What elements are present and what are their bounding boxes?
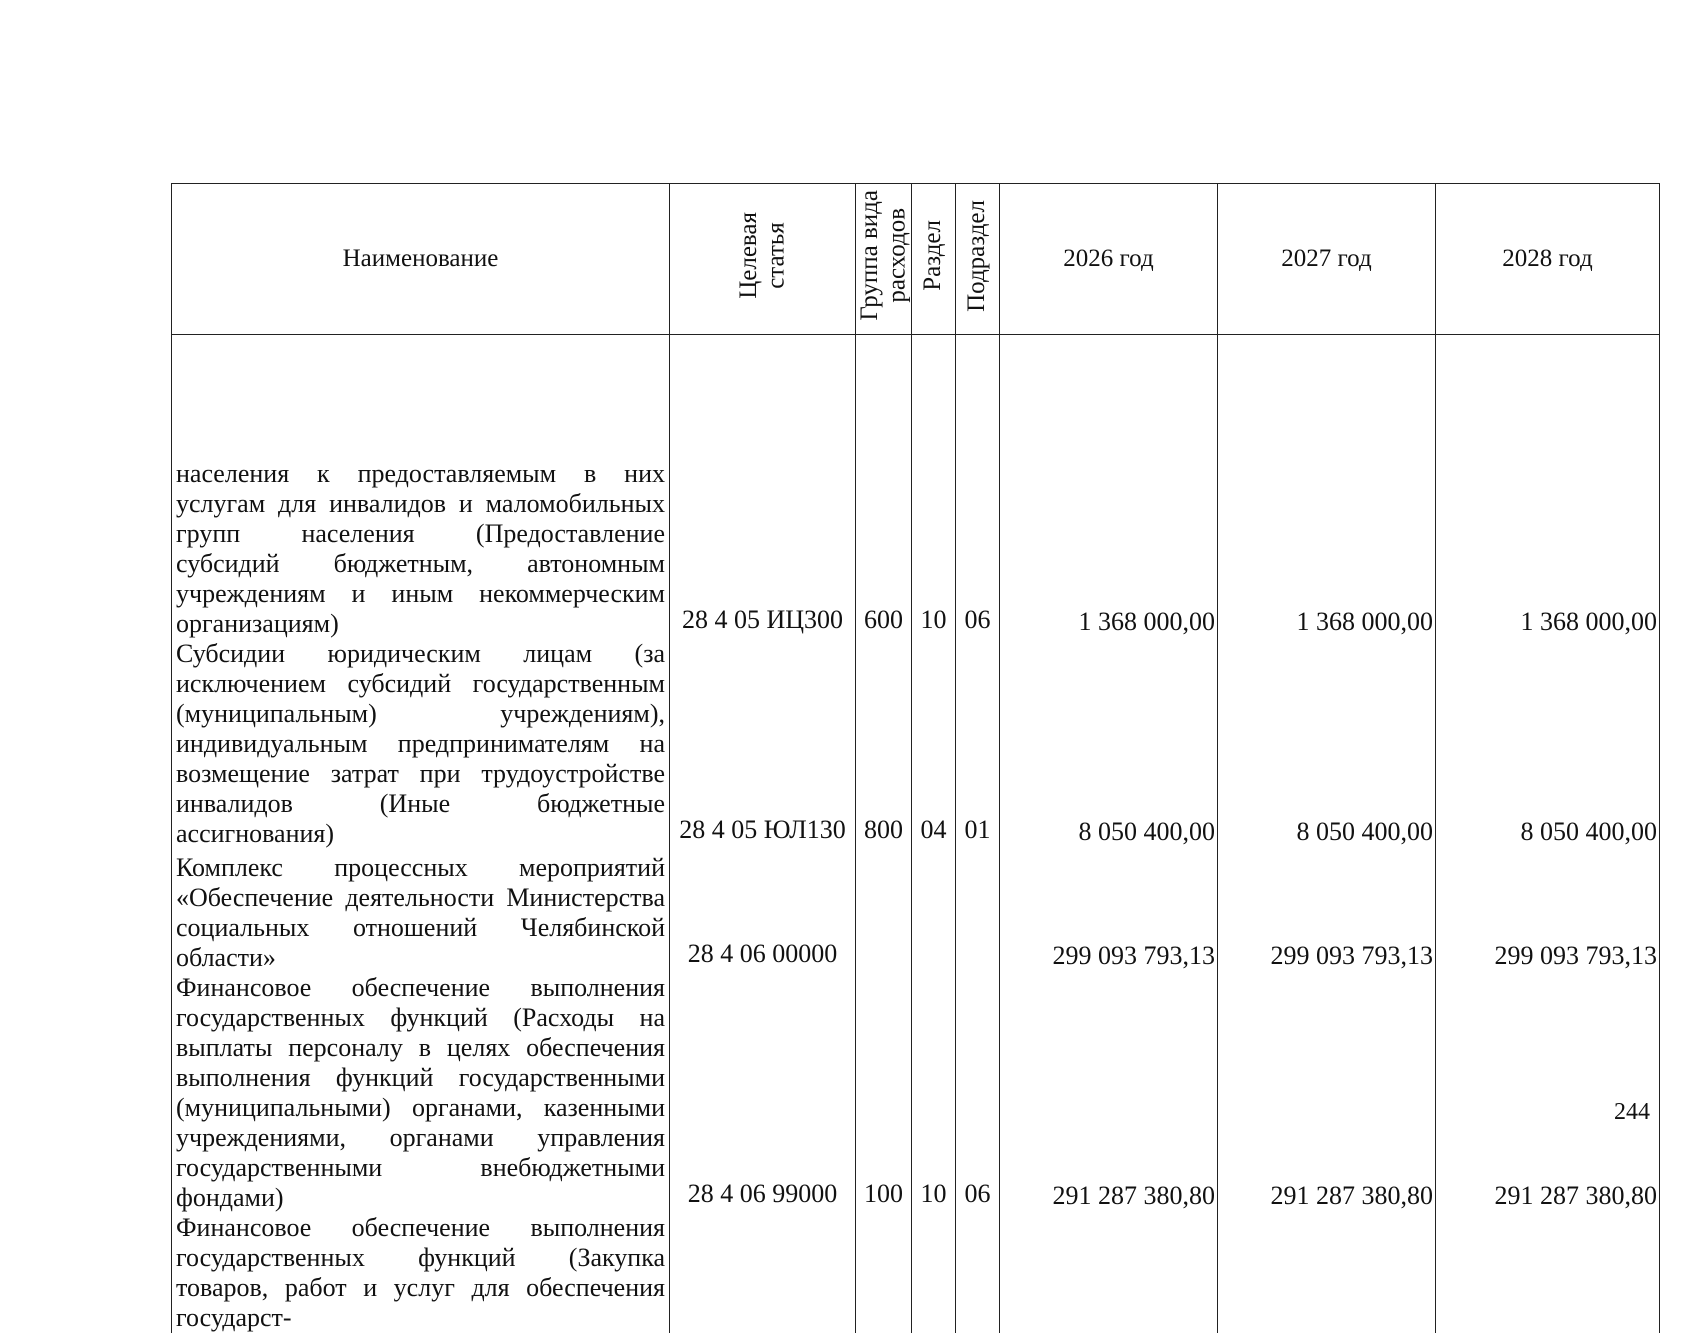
row-name: населения к предоставляемым в них услугам для инвалидов и маломобильных групп населения (Предоставление субсидий бюджетным, автономным учреждениям и иным некоммерческим организациям) xyxy=(172,335,670,640)
table-row xyxy=(172,1213,1660,1333)
header-expense-group-line2: расходов xyxy=(884,208,911,303)
table-row xyxy=(172,639,1660,849)
row-section: 04 xyxy=(912,639,956,849)
row-target-article: 28 4 05 ЮЛ130 xyxy=(670,639,856,849)
header-expense-group xyxy=(856,184,912,335)
header-year-2028-label: 2028 год xyxy=(1502,245,1592,272)
row-subsection xyxy=(956,849,1000,973)
row-name: Комплекс процессных мероприятий «Обеспечение деятельности Министерства социальных отношений Челябинской области» xyxy=(172,849,670,973)
row-amount-2028: 8 050 400,00 xyxy=(1436,639,1660,849)
header-year-2028 xyxy=(1436,184,1660,335)
table-row xyxy=(172,849,1660,973)
header-section xyxy=(912,184,956,335)
row-amount-2026: 8 050 400,00 xyxy=(1000,639,1218,849)
budget-table xyxy=(171,183,1660,1333)
page-number: 244 xyxy=(1614,1099,1650,1126)
row-amount-2027: 8 050 400,00 xyxy=(1218,639,1436,849)
row-amount-2028: 299 093 793,13 xyxy=(1436,849,1660,973)
table-body xyxy=(172,335,1660,1333)
row-target-article: 28 4 06 00000 xyxy=(670,849,856,973)
row-name: Финансовое обеспечение выполнения государственных функций (Расходы на выплаты персоналу в целях обеспечения выполнения функций государственными (муниципальными) органами, казенными учреждениями, органами управления государственными внебюджетными фондами) xyxy=(172,973,670,1213)
header-target-article-label xyxy=(735,212,790,299)
row-target-article: 28 4 06 99000 xyxy=(670,973,856,1213)
row-section xyxy=(912,849,956,973)
row-target-article xyxy=(670,1213,856,1333)
header-year-2027 xyxy=(1218,184,1436,335)
row-subsection: 06 xyxy=(956,335,1000,640)
row-expense-group xyxy=(856,1213,912,1333)
row-name: Финансовое обеспечение выполнения государственных функций (Закупка товаров, работ и услуг для обеспечения государст- xyxy=(172,1213,670,1333)
row-expense-group: 800 xyxy=(856,639,912,849)
row-expense-group: 100 xyxy=(856,973,912,1213)
row-subsection: 06 xyxy=(956,973,1000,1213)
row-amount-2027: 1 368 000,00 xyxy=(1218,335,1436,640)
header-target-article xyxy=(670,184,856,335)
row-amount-2028 xyxy=(1436,1213,1660,1333)
row-expense-group xyxy=(856,849,912,973)
row-section: 10 xyxy=(912,973,956,1213)
row-expense-group: 600 xyxy=(856,335,912,640)
row-amount-2026: 1 368 000,00 xyxy=(1000,335,1218,640)
header-name xyxy=(172,184,670,335)
row-subsection: 01 xyxy=(956,639,1000,849)
table-row xyxy=(172,973,1660,1213)
row-amount-2027: 291 287 380,80 xyxy=(1218,973,1436,1213)
header-expense-group-label xyxy=(856,190,911,321)
row-name: Субсидии юридическим лицам (за исключением субсидий государственным (муниципальным) учреждениям), индивидуальным предпринимателям на возмещение затрат при трудоустройстве инвалидов (Иные бюджетные ассигнования) xyxy=(172,639,670,849)
header-year-2026-label: 2026 год xyxy=(1063,245,1153,272)
header-expense-group-line1: Группа вида xyxy=(856,190,883,321)
header-target-article-line2: статья xyxy=(763,222,790,289)
row-section xyxy=(912,1213,956,1333)
row-amount-2028: 1 368 000,00 xyxy=(1436,335,1660,640)
header-year-2027-label: 2027 год xyxy=(1281,245,1371,272)
row-amount-2027: 299 093 793,13 xyxy=(1218,849,1436,973)
table-header xyxy=(172,184,1660,335)
header-target-article-line1: Целевая xyxy=(735,212,762,299)
row-amount-2027 xyxy=(1218,1213,1436,1333)
row-amount-2026 xyxy=(1000,1213,1218,1333)
row-amount-2026: 291 287 380,80 xyxy=(1000,973,1218,1213)
header-name-label: Наименование xyxy=(343,245,499,272)
header-section-label: Раздел xyxy=(920,220,946,291)
table-row xyxy=(172,335,1660,640)
row-section: 10 xyxy=(912,335,956,640)
header-year-2026 xyxy=(1000,184,1218,335)
row-target-article: 28 4 05 ИЦ300 xyxy=(670,335,856,640)
row-amount-2026: 299 093 793,13 xyxy=(1000,849,1218,973)
row-amount-2028: 291 287 380,80 xyxy=(1436,973,1660,1213)
header-subsection-label: Подраздел xyxy=(964,200,990,312)
header-subsection xyxy=(956,184,1000,335)
row-subsection xyxy=(956,1213,1000,1333)
